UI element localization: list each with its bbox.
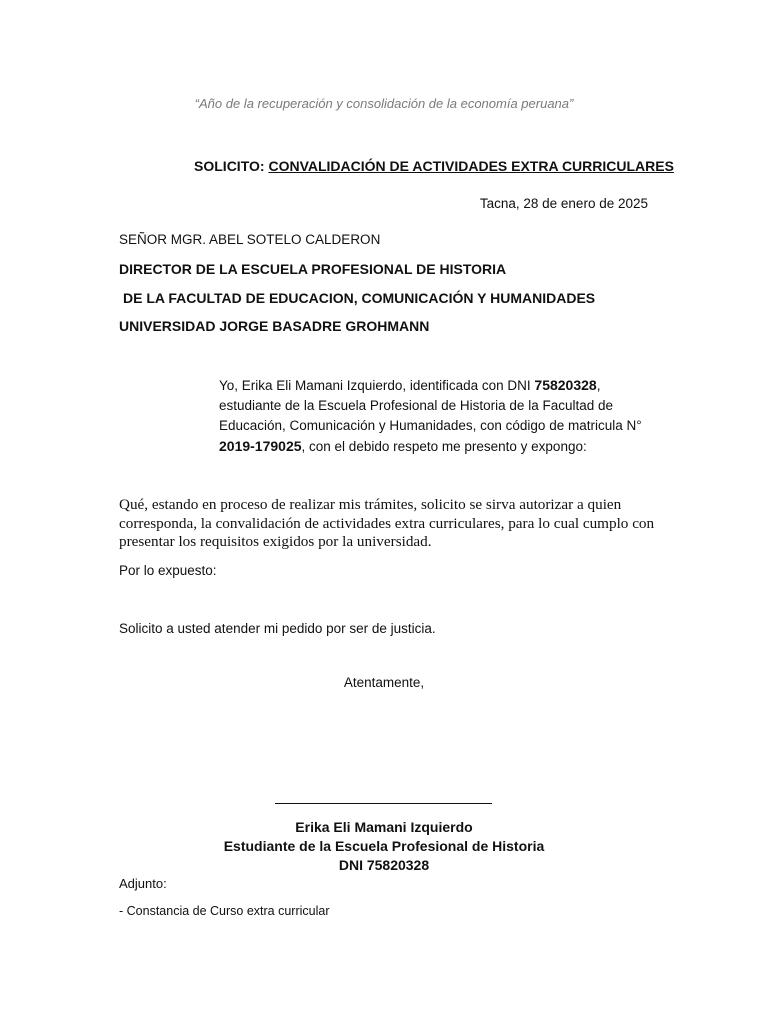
signature-role: Estudiante de la Escuela Profesional de Historia: [223, 838, 545, 854]
addressee-name: SEÑOR MGR. ABEL SOTELO CALDERON: [119, 232, 381, 247]
intro-code: 2019-179025: [219, 438, 302, 454]
por-lo-expuesto: Por lo expuesto:: [119, 563, 217, 578]
subject-label: SOLICITO:: [194, 158, 269, 174]
attachments-label: Adjunto:: [119, 876, 167, 891]
signature-dni: DNI 75820328: [338, 857, 430, 873]
closing: Atentamente,: [343, 675, 425, 690]
addressee-university: UNIVERSIDAD JORGE BASADRE GROHMANN: [119, 318, 430, 334]
signature-line: [275, 803, 492, 804]
subject-line: [0, 158, 768, 174]
subject-text: CONVALIDACIÓN DE ACTIVIDADES EXTRA CURRICULARES: [268, 158, 674, 174]
intro-paragraph: [219, 375, 659, 457]
intro-dni: 75820328: [534, 377, 597, 393]
signature-name: Erika Eli Mamani Izquierdo: [295, 819, 473, 835]
addressee-title: DIRECTOR DE LA ESCUELA PROFESIONAL DE HISTORIA: [119, 261, 507, 277]
body-paragraph: Qué, estando en proceso de realizar mis trámites, solicito se sirva autorizar a quien corresponda, la convalidación de actividades extra curriculares, para lo cual cumplo con presentar los requisitos exigidos por la universidad.: [119, 496, 655, 550]
letter-date: Tacna, 28 de enero de 2025: [479, 196, 648, 211]
intro-text-2: , estudiante de la Escuela Profesional de Historia de la Facultad de Educación, Comunicación y Humanidades, con código de matricula N°: [219, 378, 642, 433]
attachment-item: - Constancia de Curso extra curricular: [119, 904, 330, 918]
request-line: Solicito a usted atender mi pedido por ser de justicia.: [119, 621, 436, 636]
addressee-faculty: DE LA FACULTAD DE EDUCACION, COMUNICACIÓN Y HUMANIDADES: [123, 290, 596, 306]
intro-text-1: Yo, Erika Eli Mamani Izquierdo, identificada con DNI: [219, 378, 535, 393]
header-motto: “Año de la recuperación y consolidación de la economía peruana”: [194, 96, 574, 111]
intro-text-3: , con el debido respeto me presento y expongo:: [301, 439, 587, 454]
